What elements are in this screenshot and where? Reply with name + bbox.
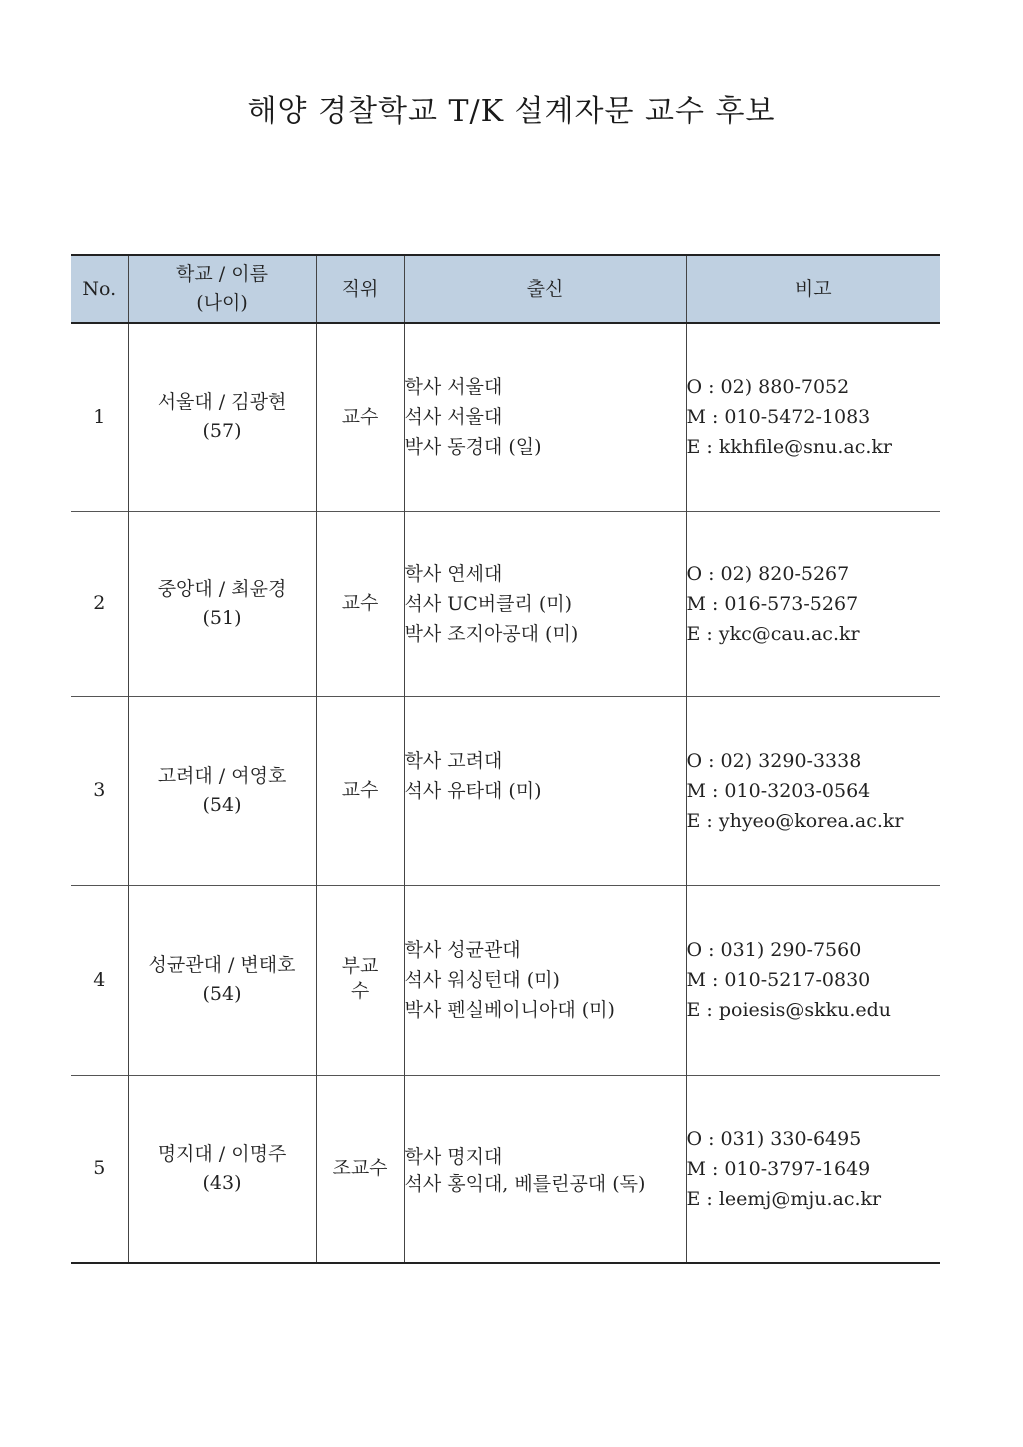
row-age: (43) [202, 1171, 242, 1194]
row-no: 5 [71, 1075, 128, 1263]
header-note: 비고 [686, 255, 940, 323]
header-name-line2: (나이) [196, 292, 248, 314]
row-contact [686, 323, 940, 511]
contact-mobile: M : 016-573-5267 [686, 592, 859, 615]
table-row [71, 1075, 940, 1263]
row-name-cell [128, 696, 316, 885]
header-education: 출신 [404, 255, 686, 323]
education-line: 학사 성균관대 [404, 939, 521, 961]
row-name: 성균관대 / 변태호 [148, 954, 296, 976]
table-row [71, 885, 940, 1075]
row-no: 1 [71, 323, 128, 511]
row-name-cell [128, 1075, 316, 1263]
header-name-line1: 학교 / 이름 [176, 263, 268, 285]
table-row [71, 511, 940, 696]
education-line: 박사 조지아공대 (미) [404, 622, 579, 645]
row-position [316, 1075, 404, 1263]
header-no: No. [71, 255, 128, 323]
row-contact [686, 511, 940, 696]
candidates-table [71, 254, 940, 1264]
row-position [316, 323, 404, 511]
row-no: 2 [71, 511, 128, 696]
row-position [316, 885, 404, 1075]
education-line: 학사 고려대 [404, 749, 503, 772]
contact-email: E : leemj@mju.ac.kr [686, 1187, 882, 1210]
education-line: 박사 동경대 (일) [404, 436, 542, 459]
education-line: 석사 서울대 [404, 406, 503, 429]
contact-office: O : 031) 290-7560 [686, 939, 862, 961]
contact-office: O : 02) 880-7052 [686, 376, 850, 399]
education-line: 석사 유타대 (미) [404, 779, 542, 802]
row-name-cell [128, 323, 316, 511]
row-name-cell [128, 885, 316, 1075]
row-age: (54) [202, 983, 242, 1005]
row-name: 서울대 / 김광현 [157, 391, 287, 414]
row-education [404, 511, 686, 696]
page-title: 해양 경찰학교 T/K 설계자문 교수 후보 [247, 94, 776, 129]
header-row [71, 255, 940, 323]
row-education [404, 323, 686, 511]
row-name: 고려대 / 여영호 [157, 764, 287, 787]
row-no: 4 [71, 885, 128, 1075]
row-position-text: 교수 [341, 779, 379, 801]
contact-mobile: M : 010-5472-1083 [686, 406, 871, 429]
row-name: 중앙대 / 최윤경 [157, 577, 287, 600]
row-age: (51) [202, 606, 242, 629]
table-row [71, 696, 940, 885]
table-row [71, 323, 940, 511]
contact-mobile: M : 010-3797-1649 [686, 1157, 871, 1180]
education-line: 석사 홍익대, 베를린공대 (독) [404, 1172, 646, 1195]
row-age: (54) [202, 793, 242, 816]
row-position-text: 조교수 [332, 1157, 388, 1180]
education-line: 석사 워싱턴대 (미) [404, 969, 560, 991]
row-position-text: 교수 [341, 592, 379, 614]
row-name: 명지대 / 이명주 [157, 1142, 287, 1165]
education-line: 석사 UC버클리 (미) [404, 592, 573, 615]
contact-mobile: M : 010-5217-0830 [686, 969, 871, 991]
header-name [128, 255, 316, 323]
row-education [404, 885, 686, 1075]
row-position [316, 511, 404, 696]
contact-office: O : 031) 330-6495 [686, 1127, 862, 1150]
row-position-text: 부교수 [341, 955, 379, 1002]
row-education [404, 696, 686, 885]
row-position-text: 교수 [341, 405, 379, 428]
contact-email: E : poiesis@skku.edu [686, 999, 892, 1021]
education-line: 학사 연세대 [404, 562, 503, 585]
row-contact [686, 885, 940, 1075]
row-position [316, 696, 404, 885]
education-line: 박사 펜실베이니아대 (미) [404, 999, 615, 1021]
contact-office: O : 02) 820-5267 [686, 562, 850, 585]
contact-email: E : kkhfile@snu.ac.kr [686, 436, 892, 459]
row-contact [686, 1075, 940, 1263]
contact-email: E : ykc@cau.ac.kr [686, 622, 860, 645]
contact-office: O : 02) 3290-3338 [686, 749, 862, 772]
contact-email: E : yhyeo@korea.ac.kr [686, 809, 904, 832]
education-line: 학사 명지대 [404, 1145, 503, 1168]
education-line: 학사 서울대 [404, 376, 503, 399]
row-education [404, 1075, 686, 1263]
header-position: 직위 [316, 255, 404, 323]
row-contact [686, 696, 940, 885]
row-name-cell [128, 511, 316, 696]
contact-mobile: M : 010-3203-0564 [686, 779, 871, 802]
row-no: 3 [71, 696, 128, 885]
row-age: (57) [202, 420, 242, 443]
